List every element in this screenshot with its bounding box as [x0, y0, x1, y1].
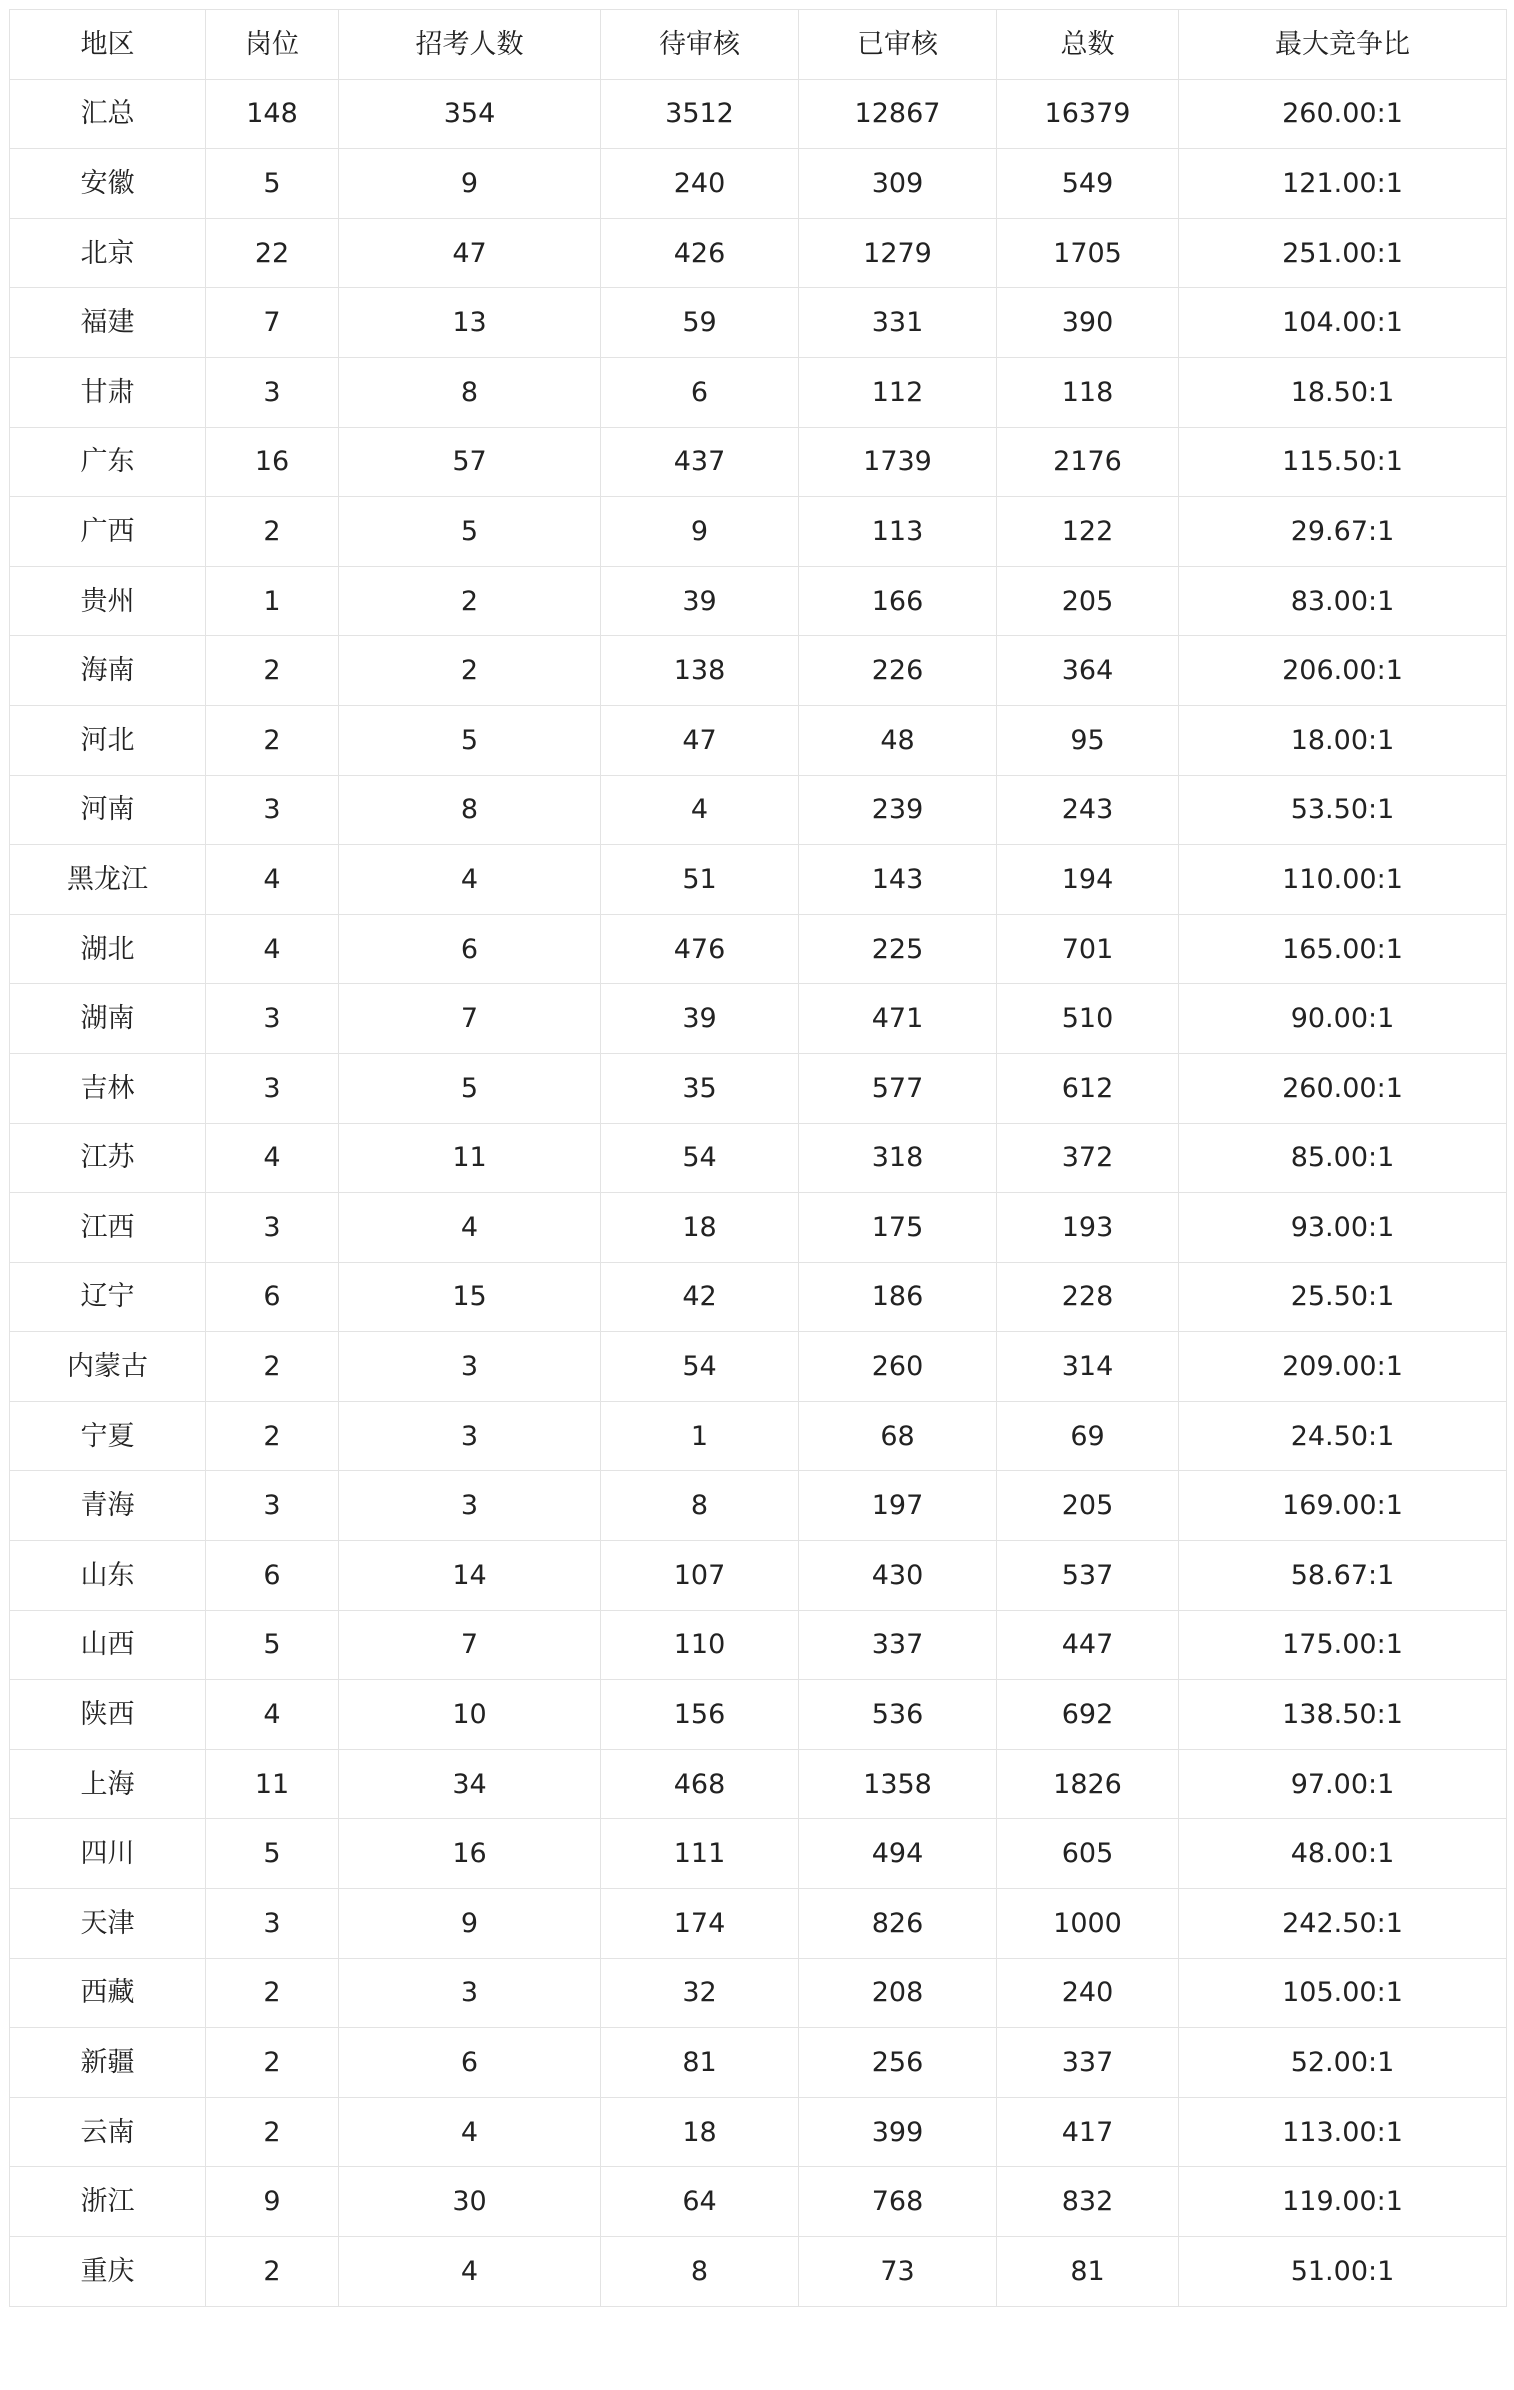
cell-reviewed: 197 — [799, 1471, 997, 1541]
cell-reviewed: 399 — [799, 2097, 997, 2167]
cell-reviewed: 73 — [799, 2237, 997, 2307]
cell-region: 河北 — [10, 705, 206, 775]
cell-total: 122 — [997, 497, 1179, 567]
cell-total: 832 — [997, 2167, 1179, 2237]
cell-reviewed: 12867 — [799, 79, 997, 149]
table-header-row — [10, 10, 1507, 80]
cell-positions: 16 — [206, 427, 339, 497]
table-row — [10, 1958, 1507, 2028]
table-row — [10, 288, 1507, 358]
cell-recruits: 3 — [339, 1332, 601, 1402]
table-row — [10, 1262, 1507, 1332]
cell-reviewed: 1279 — [799, 218, 997, 288]
cell-pending: 6 — [601, 357, 799, 427]
table-row — [10, 705, 1507, 775]
cell-region: 新疆 — [10, 2028, 206, 2098]
cell-region: 云南 — [10, 2097, 206, 2167]
cell-positions: 3 — [206, 1889, 339, 1959]
cell-total: 1705 — [997, 218, 1179, 288]
cell-recruits: 3 — [339, 1471, 601, 1541]
cell-reviewed: 826 — [799, 1889, 997, 1959]
cell-total: 228 — [997, 1262, 1179, 1332]
table-row — [10, 914, 1507, 984]
cell-recruits: 47 — [339, 218, 601, 288]
cell-reviewed: 225 — [799, 914, 997, 984]
cell-recruits: 6 — [339, 2028, 601, 2098]
cell-recruits: 10 — [339, 1680, 601, 1750]
cell-recruits: 5 — [339, 1053, 601, 1123]
cell-region: 贵州 — [10, 566, 206, 636]
cell-region: 河南 — [10, 775, 206, 845]
cell-recruits: 5 — [339, 705, 601, 775]
cell-positions: 6 — [206, 1262, 339, 1332]
cell-positions: 3 — [206, 775, 339, 845]
cell-total: 337 — [997, 2028, 1179, 2098]
cell-region: 广西 — [10, 497, 206, 567]
cell-pending: 51 — [601, 845, 799, 915]
cell-recruits: 7 — [339, 984, 601, 1054]
cell-total: 1826 — [997, 1749, 1179, 1819]
table-row — [10, 1680, 1507, 1750]
cell-pending: 81 — [601, 2028, 799, 2098]
cell-pending: 8 — [601, 1471, 799, 1541]
cell-total: 240 — [997, 1958, 1179, 2028]
cell-recruits: 4 — [339, 845, 601, 915]
cell-total: 510 — [997, 984, 1179, 1054]
cell-region: 黑龙江 — [10, 845, 206, 915]
cell-region: 陕西 — [10, 1680, 206, 1750]
cell-region: 山东 — [10, 1541, 206, 1611]
cell-positions: 148 — [206, 79, 339, 149]
cell-max-ratio: 104.00:1 — [1179, 288, 1507, 358]
table-row — [10, 1193, 1507, 1263]
cell-total: 612 — [997, 1053, 1179, 1123]
cell-positions: 4 — [206, 914, 339, 984]
cell-positions: 2 — [206, 2237, 339, 2307]
header-region: 地区 — [10, 10, 206, 80]
cell-region: 辽宁 — [10, 1262, 206, 1332]
cell-max-ratio: 24.50:1 — [1179, 1401, 1507, 1471]
cell-pending: 3512 — [601, 79, 799, 149]
cell-total: 118 — [997, 357, 1179, 427]
cell-max-ratio: 53.50:1 — [1179, 775, 1507, 845]
cell-total: 81 — [997, 2237, 1179, 2307]
table-body — [10, 79, 1507, 2306]
cell-total: 16379 — [997, 79, 1179, 149]
cell-positions: 3 — [206, 357, 339, 427]
cell-positions: 2 — [206, 2097, 339, 2167]
cell-positions: 2 — [206, 1401, 339, 1471]
cell-region: 浙江 — [10, 2167, 206, 2237]
cell-max-ratio: 206.00:1 — [1179, 636, 1507, 706]
cell-pending: 426 — [601, 218, 799, 288]
cell-pending: 240 — [601, 149, 799, 219]
table-row — [10, 1889, 1507, 1959]
cell-max-ratio: 29.67:1 — [1179, 497, 1507, 567]
cell-pending: 138 — [601, 636, 799, 706]
cell-total: 314 — [997, 1332, 1179, 1402]
cell-reviewed: 112 — [799, 357, 997, 427]
cell-total: 243 — [997, 775, 1179, 845]
cell-positions: 9 — [206, 2167, 339, 2237]
cell-reviewed: 186 — [799, 1262, 997, 1332]
cell-positions: 4 — [206, 845, 339, 915]
table-row — [10, 357, 1507, 427]
cell-pending: 59 — [601, 288, 799, 358]
cell-recruits: 34 — [339, 1749, 601, 1819]
cell-max-ratio: 251.00:1 — [1179, 218, 1507, 288]
cell-pending: 111 — [601, 1819, 799, 1889]
cell-recruits: 16 — [339, 1819, 601, 1889]
cell-max-ratio: 18.00:1 — [1179, 705, 1507, 775]
cell-pending: 18 — [601, 1193, 799, 1263]
cell-recruits: 4 — [339, 2237, 601, 2307]
cell-positions: 22 — [206, 218, 339, 288]
cell-recruits: 13 — [339, 288, 601, 358]
cell-recruits: 15 — [339, 1262, 601, 1332]
cell-recruits: 354 — [339, 79, 601, 149]
cell-positions: 3 — [206, 1053, 339, 1123]
table-row — [10, 1401, 1507, 1471]
cell-region: 福建 — [10, 288, 206, 358]
cell-positions: 2 — [206, 636, 339, 706]
cell-recruits: 57 — [339, 427, 601, 497]
cell-max-ratio: 242.50:1 — [1179, 1889, 1507, 1959]
cell-pending: 47 — [601, 705, 799, 775]
table-row — [10, 1610, 1507, 1680]
table-row — [10, 427, 1507, 497]
cell-positions: 2 — [206, 1958, 339, 2028]
cell-positions: 7 — [206, 288, 339, 358]
cell-reviewed: 143 — [799, 845, 997, 915]
cell-positions: 5 — [206, 1819, 339, 1889]
cell-total: 417 — [997, 2097, 1179, 2167]
cell-positions: 5 — [206, 1610, 339, 1680]
cell-positions: 3 — [206, 984, 339, 1054]
cell-pending: 476 — [601, 914, 799, 984]
cell-reviewed: 48 — [799, 705, 997, 775]
cell-region: 江苏 — [10, 1123, 206, 1193]
cell-region: 山西 — [10, 1610, 206, 1680]
cell-recruits: 2 — [339, 636, 601, 706]
cell-pending: 54 — [601, 1332, 799, 1402]
cell-max-ratio: 83.00:1 — [1179, 566, 1507, 636]
cell-region: 宁夏 — [10, 1401, 206, 1471]
cell-region: 北京 — [10, 218, 206, 288]
cell-recruits: 8 — [339, 357, 601, 427]
table-row — [10, 2097, 1507, 2167]
cell-region: 内蒙古 — [10, 1332, 206, 1402]
cell-reviewed: 331 — [799, 288, 997, 358]
cell-recruits: 14 — [339, 1541, 601, 1611]
cell-region: 安徽 — [10, 149, 206, 219]
cell-positions: 2 — [206, 2028, 339, 2098]
cell-recruits: 7 — [339, 1610, 601, 1680]
cell-max-ratio: 52.00:1 — [1179, 2028, 1507, 2098]
cell-reviewed: 536 — [799, 1680, 997, 1750]
table-row — [10, 149, 1507, 219]
table-row — [10, 636, 1507, 706]
cell-recruits: 8 — [339, 775, 601, 845]
cell-recruits: 11 — [339, 1123, 601, 1193]
cell-reviewed: 1739 — [799, 427, 997, 497]
cell-recruits: 3 — [339, 1401, 601, 1471]
cell-region: 吉林 — [10, 1053, 206, 1123]
cell-reviewed: 471 — [799, 984, 997, 1054]
cell-pending: 64 — [601, 2167, 799, 2237]
table-row — [10, 1123, 1507, 1193]
cell-region: 湖北 — [10, 914, 206, 984]
cell-max-ratio: 115.50:1 — [1179, 427, 1507, 497]
cell-pending: 1 — [601, 1401, 799, 1471]
cell-total: 1000 — [997, 1889, 1179, 1959]
cell-region: 天津 — [10, 1889, 206, 1959]
table-row — [10, 1541, 1507, 1611]
cell-pending: 18 — [601, 2097, 799, 2167]
table-row — [10, 566, 1507, 636]
cell-max-ratio: 165.00:1 — [1179, 914, 1507, 984]
region-stats-table — [9, 9, 1507, 2307]
cell-recruits: 30 — [339, 2167, 601, 2237]
cell-recruits: 9 — [339, 1889, 601, 1959]
cell-positions: 2 — [206, 497, 339, 567]
cell-total: 390 — [997, 288, 1179, 358]
header-reviewed: 已审核 — [799, 10, 997, 80]
cell-reviewed: 166 — [799, 566, 997, 636]
table-row — [10, 775, 1507, 845]
cell-region: 汇总 — [10, 79, 206, 149]
cell-max-ratio: 121.00:1 — [1179, 149, 1507, 219]
table-row — [10, 1471, 1507, 1541]
cell-pending: 110 — [601, 1610, 799, 1680]
cell-pending: 39 — [601, 566, 799, 636]
cell-recruits: 9 — [339, 149, 601, 219]
cell-max-ratio: 169.00:1 — [1179, 1471, 1507, 1541]
cell-positions: 4 — [206, 1123, 339, 1193]
cell-reviewed: 1358 — [799, 1749, 997, 1819]
cell-max-ratio: 209.00:1 — [1179, 1332, 1507, 1402]
cell-positions: 5 — [206, 149, 339, 219]
data-table-container — [9, 9, 1506, 2307]
cell-max-ratio: 48.00:1 — [1179, 1819, 1507, 1889]
cell-total: 2176 — [997, 427, 1179, 497]
cell-max-ratio: 138.50:1 — [1179, 1680, 1507, 1750]
table-row — [10, 1053, 1507, 1123]
cell-reviewed: 768 — [799, 2167, 997, 2237]
cell-max-ratio: 93.00:1 — [1179, 1193, 1507, 1263]
cell-pending: 156 — [601, 1680, 799, 1750]
cell-recruits: 3 — [339, 1958, 601, 2028]
table-row — [10, 218, 1507, 288]
table-row — [10, 1332, 1507, 1402]
cell-pending: 32 — [601, 1958, 799, 2028]
cell-max-ratio: 113.00:1 — [1179, 2097, 1507, 2167]
cell-reviewed: 577 — [799, 1053, 997, 1123]
cell-max-ratio: 175.00:1 — [1179, 1610, 1507, 1680]
cell-recruits: 5 — [339, 497, 601, 567]
cell-reviewed: 260 — [799, 1332, 997, 1402]
cell-total: 364 — [997, 636, 1179, 706]
cell-recruits: 4 — [339, 1193, 601, 1263]
cell-reviewed: 494 — [799, 1819, 997, 1889]
cell-reviewed: 175 — [799, 1193, 997, 1263]
table-row — [10, 845, 1507, 915]
cell-region: 四川 — [10, 1819, 206, 1889]
cell-pending: 35 — [601, 1053, 799, 1123]
table-row-summary — [10, 79, 1507, 149]
cell-reviewed: 337 — [799, 1610, 997, 1680]
cell-total: 447 — [997, 1610, 1179, 1680]
cell-total: 193 — [997, 1193, 1179, 1263]
cell-pending: 437 — [601, 427, 799, 497]
cell-max-ratio: 119.00:1 — [1179, 2167, 1507, 2237]
cell-reviewed: 256 — [799, 2028, 997, 2098]
cell-max-ratio: 18.50:1 — [1179, 357, 1507, 427]
cell-total: 372 — [997, 1123, 1179, 1193]
cell-region: 西藏 — [10, 1958, 206, 2028]
cell-total: 549 — [997, 149, 1179, 219]
cell-positions: 4 — [206, 1680, 339, 1750]
cell-pending: 4 — [601, 775, 799, 845]
table-row — [10, 2028, 1507, 2098]
cell-reviewed: 113 — [799, 497, 997, 567]
cell-reviewed: 309 — [799, 149, 997, 219]
cell-pending: 107 — [601, 1541, 799, 1611]
cell-max-ratio: 260.00:1 — [1179, 79, 1507, 149]
cell-region: 青海 — [10, 1471, 206, 1541]
cell-positions: 6 — [206, 1541, 339, 1611]
cell-reviewed: 239 — [799, 775, 997, 845]
cell-recruits: 6 — [339, 914, 601, 984]
cell-region: 甘肃 — [10, 357, 206, 427]
cell-positions: 3 — [206, 1193, 339, 1263]
cell-positions: 2 — [206, 1332, 339, 1402]
cell-max-ratio: 58.67:1 — [1179, 1541, 1507, 1611]
header-pending: 待审核 — [601, 10, 799, 80]
header-positions: 岗位 — [206, 10, 339, 80]
header-total: 总数 — [997, 10, 1179, 80]
cell-region: 海南 — [10, 636, 206, 706]
cell-reviewed: 226 — [799, 636, 997, 706]
table-row — [10, 2167, 1507, 2237]
cell-pending: 468 — [601, 1749, 799, 1819]
cell-pending: 174 — [601, 1889, 799, 1959]
table-row — [10, 497, 1507, 567]
cell-total: 692 — [997, 1680, 1179, 1750]
table-row — [10, 2237, 1507, 2307]
cell-pending: 54 — [601, 1123, 799, 1193]
cell-max-ratio: 90.00:1 — [1179, 984, 1507, 1054]
header-max-ratio: 最大竞争比 — [1179, 10, 1507, 80]
cell-reviewed: 430 — [799, 1541, 997, 1611]
cell-total: 701 — [997, 914, 1179, 984]
cell-recruits: 2 — [339, 566, 601, 636]
cell-max-ratio: 97.00:1 — [1179, 1749, 1507, 1819]
cell-reviewed: 68 — [799, 1401, 997, 1471]
cell-total: 69 — [997, 1401, 1179, 1471]
cell-region: 湖南 — [10, 984, 206, 1054]
header-recruits: 招考人数 — [339, 10, 601, 80]
table-row — [10, 1749, 1507, 1819]
cell-recruits: 4 — [339, 2097, 601, 2167]
cell-total: 537 — [997, 1541, 1179, 1611]
cell-max-ratio: 110.00:1 — [1179, 845, 1507, 915]
cell-total: 194 — [997, 845, 1179, 915]
cell-total: 205 — [997, 566, 1179, 636]
cell-total: 605 — [997, 1819, 1179, 1889]
cell-total: 205 — [997, 1471, 1179, 1541]
cell-max-ratio: 85.00:1 — [1179, 1123, 1507, 1193]
cell-reviewed: 318 — [799, 1123, 997, 1193]
cell-max-ratio: 105.00:1 — [1179, 1958, 1507, 2028]
table-row — [10, 1819, 1507, 1889]
cell-max-ratio: 25.50:1 — [1179, 1262, 1507, 1332]
cell-positions: 1 — [206, 566, 339, 636]
cell-pending: 9 — [601, 497, 799, 567]
cell-max-ratio: 260.00:1 — [1179, 1053, 1507, 1123]
table-row — [10, 984, 1507, 1054]
cell-positions: 2 — [206, 705, 339, 775]
cell-pending: 42 — [601, 1262, 799, 1332]
cell-reviewed: 208 — [799, 1958, 997, 2028]
cell-pending: 8 — [601, 2237, 799, 2307]
cell-region: 江西 — [10, 1193, 206, 1263]
cell-max-ratio: 51.00:1 — [1179, 2237, 1507, 2307]
cell-region: 重庆 — [10, 2237, 206, 2307]
cell-region: 上海 — [10, 1749, 206, 1819]
cell-positions: 11 — [206, 1749, 339, 1819]
cell-positions: 3 — [206, 1471, 339, 1541]
cell-region: 广东 — [10, 427, 206, 497]
cell-total: 95 — [997, 705, 1179, 775]
cell-pending: 39 — [601, 984, 799, 1054]
